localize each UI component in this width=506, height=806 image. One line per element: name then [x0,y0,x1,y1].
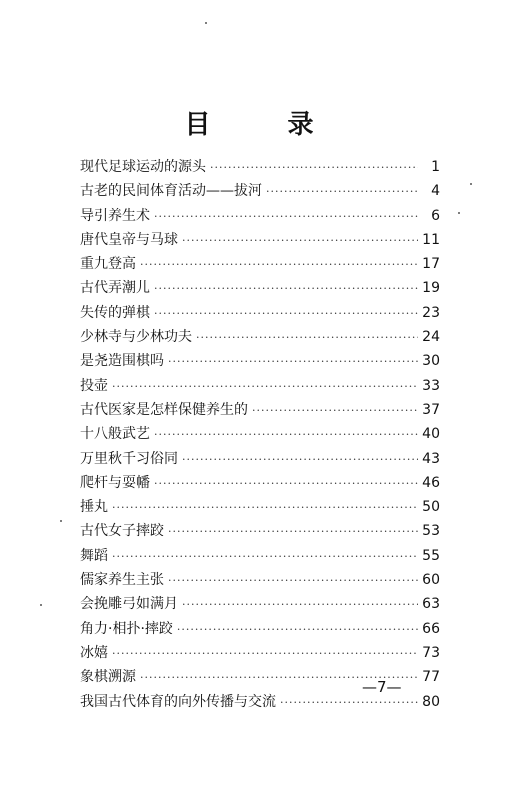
dot-leader [154,282,418,295]
toc-entry-title: 会挽雕弓如满月 [80,596,178,613]
toc-entry [80,569,440,593]
toc-entry-title: 少林寺与少林功夫 [80,329,192,346]
toc-entry [80,302,440,326]
toc-entry-page: 60 [422,572,440,589]
dot-leader [112,380,418,393]
toc-entry-page: 24 [422,329,440,346]
toc-entry-page: 66 [422,620,440,637]
toc-entry [80,520,440,544]
toc-entry [80,472,440,496]
dot-leader [140,258,418,271]
page-number: —7— [362,678,402,696]
toc-entry-title: 古老的民间体育活动——拔河 [80,183,262,200]
toc-entry-page: 43 [422,450,440,467]
dot-leader [112,501,418,514]
dot-leader [168,574,418,587]
dot-leader [182,234,418,247]
dot-leader [168,355,418,368]
toc-entry-page: 6 [431,207,440,224]
toc-entry-title: 古代医家是怎样保健养生的 [80,401,248,418]
toc-entry [80,277,440,301]
toc-entry-page: 23 [422,304,440,321]
scan-speck [60,520,62,522]
toc-entry [80,642,440,666]
toc-entry-page: 17 [422,256,440,273]
dot-leader [252,404,418,417]
toc-entry-title: 唐代皇帝与马球 [80,231,178,248]
toc-entry [80,448,440,472]
toc-entry [80,156,440,180]
toc-entry-title: 象棋溯源 [80,669,136,686]
toc-entry-page: 50 [422,499,440,516]
toc-entry [80,545,440,569]
toc-entry-page: 73 [422,644,440,661]
toc-entry-page: 19 [422,280,440,297]
scan-speck [40,604,42,606]
toc-entry-title: 冰嬉 [80,644,108,661]
toc-entry [80,423,440,447]
toc-entry-title: 是尧造围棋吗 [80,353,164,370]
toc-entry-title: 古代女子摔跤 [80,523,164,540]
dot-leader [112,647,418,660]
toc-entry-title: 失传的弹棋 [80,304,150,321]
dot-leader [168,525,418,538]
page-title: 目 录 [184,110,348,140]
toc-entry-page: 40 [422,426,440,443]
dot-leader [154,428,418,441]
scan-speck [470,183,472,185]
toc-entry-title: 角力·相扑·摔跤 [80,620,173,637]
dot-leader [154,210,418,223]
dot-leader [154,307,418,320]
table-of-contents [80,156,440,715]
toc-entry-title: 我国古代体育的向外传播与交流 [80,693,276,710]
toc-entry-title: 投壶 [80,377,108,394]
toc-entry-page: 30 [422,353,440,370]
dot-leader [182,453,418,466]
toc-entry-title: 十八般武艺 [80,426,150,443]
dot-leader [182,598,418,611]
toc-entry-page: 37 [422,401,440,418]
toc-entry-page: 80 [422,693,440,710]
toc-entry [80,375,440,399]
toc-entry [80,350,440,374]
toc-entry-page: 53 [422,523,440,540]
toc-entry-page: 55 [422,547,440,564]
toc-entry-title: 儒家养生主张 [80,572,164,589]
toc-entry-title: 导引养生术 [80,207,150,224]
toc-entry-page: 46 [422,474,440,491]
dot-leader [112,550,418,563]
dot-leader [177,623,418,636]
toc-entry [80,326,440,350]
toc-entry [80,180,440,204]
toc-entry [80,253,440,277]
toc-entry-page: 1 [431,159,440,175]
scan-speck [458,212,460,214]
dot-leader [266,185,418,198]
toc-entry-page: 77 [422,669,440,686]
scan-speck [205,22,207,24]
dot-leader [280,696,418,709]
toc-entry [80,399,440,423]
toc-entry [80,229,440,253]
toc-entry [80,618,440,642]
toc-entry [80,205,440,229]
toc-entry-title: 爬杆与耍幡 [80,474,150,491]
dot-leader [210,161,418,174]
toc-entry [80,496,440,520]
toc-entry-page: 4 [431,183,440,200]
toc-entry-title: 捶丸 [80,499,108,516]
toc-entry-page: 11 [422,231,440,248]
toc-entry [80,593,440,617]
dot-leader [154,477,418,490]
toc-entry-title: 万里秋千习俗同 [80,450,178,467]
dot-leader [196,331,418,344]
toc-entry-page: 63 [422,596,440,613]
toc-entry-title: 舞蹈 [80,547,108,564]
toc-entry-title: 现代足球运动的源头 [80,159,206,175]
toc-entry-title: 重九登高 [80,256,136,273]
toc-entry-page: 33 [422,377,440,394]
toc-entry-title: 古代弄潮儿 [80,280,150,297]
